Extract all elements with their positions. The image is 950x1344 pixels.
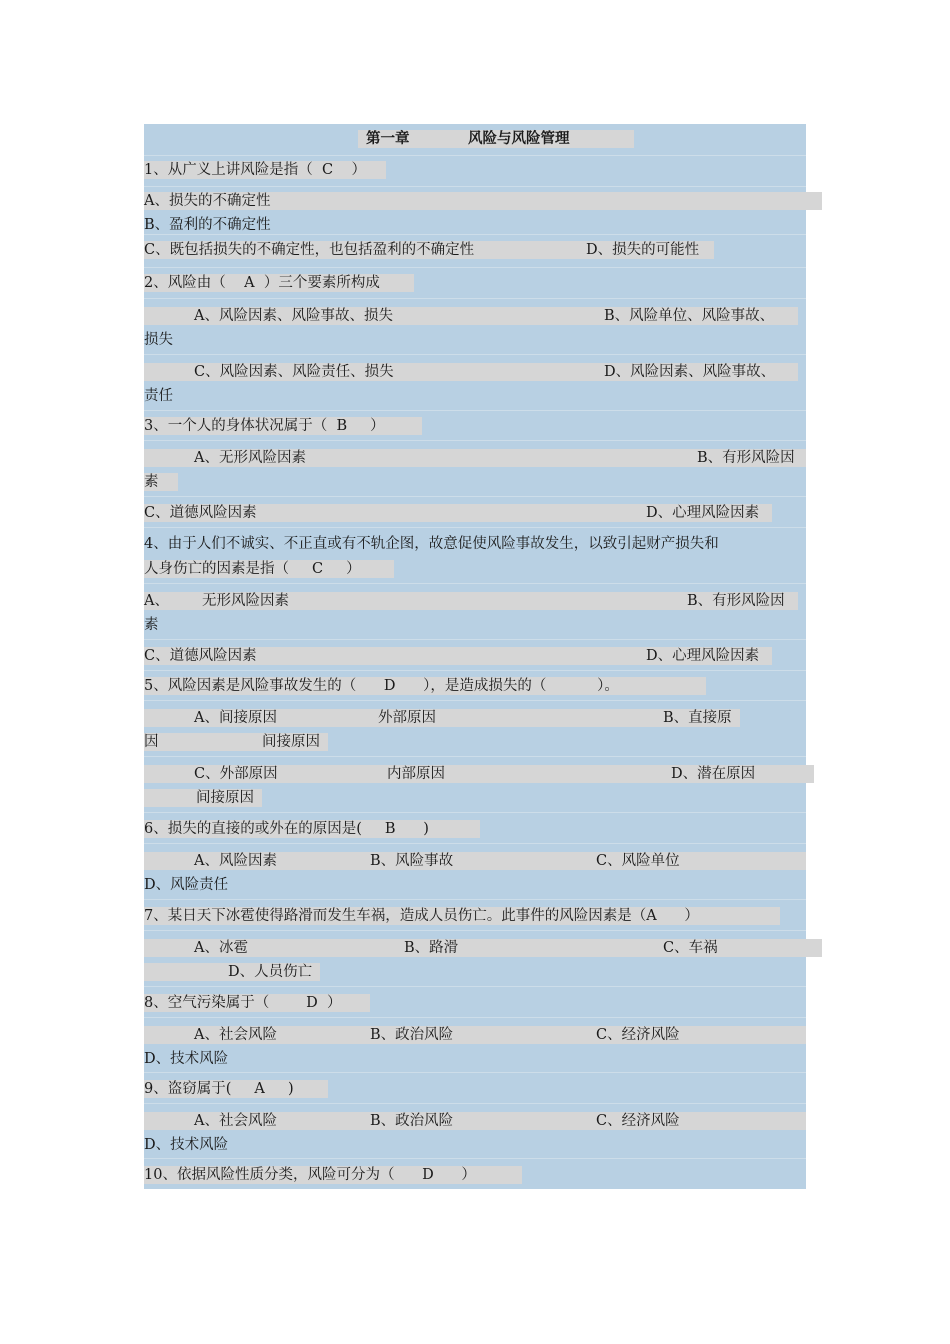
option-d-cont: 责任 bbox=[144, 388, 173, 404]
chapter-title-row bbox=[144, 124, 806, 155]
question-2 bbox=[144, 267, 806, 299]
option-d: D、潜在原因 bbox=[671, 766, 756, 782]
option-a-letter: A、 bbox=[144, 593, 169, 609]
question-9 bbox=[144, 1072, 806, 1104]
option-d: D、心理风险因素 bbox=[646, 505, 760, 521]
option-a: A、风险因素 bbox=[194, 853, 277, 869]
option-b: B、政治风险 bbox=[370, 1027, 454, 1043]
option-d: D、技术风险 bbox=[144, 1051, 229, 1067]
option-a: 无形风险因素 bbox=[202, 593, 289, 609]
option-a: A、间接原因 bbox=[194, 710, 277, 726]
option-d: D、损失的可能性 bbox=[586, 242, 700, 258]
option-a: A、冰雹 bbox=[194, 940, 248, 956]
option-d: D、技术风险 bbox=[144, 1137, 229, 1153]
option-c: C、经济风险 bbox=[596, 1027, 680, 1043]
q7-options bbox=[144, 930, 806, 987]
question-stem: 8、空气污染属于（ D ） bbox=[144, 995, 342, 1011]
q5-options-cd bbox=[144, 756, 806, 813]
option-b-cont: 因 bbox=[144, 734, 159, 750]
option-c: C、经济风险 bbox=[596, 1113, 680, 1129]
option-d: D、风险责任 bbox=[144, 877, 229, 893]
option-b-cont: 素 bbox=[144, 474, 159, 490]
question-stem-cont: 人身伤亡的因素是指（ C ） bbox=[144, 561, 361, 577]
q1-options-cd bbox=[144, 234, 806, 268]
question-10 bbox=[144, 1158, 806, 1190]
question-3 bbox=[144, 410, 806, 441]
option-a: A、风险因素、风险事故、损失 bbox=[194, 308, 393, 324]
q2-options-cd bbox=[144, 354, 806, 411]
question-5 bbox=[144, 670, 806, 701]
option-c: C、车祸 bbox=[663, 940, 718, 956]
question-stem: 6、损失的直接的或外在的原因是( B ) bbox=[144, 821, 429, 837]
option-d: D、风险因素、风险事故、 bbox=[604, 364, 776, 380]
option-b: B、有形风险因 bbox=[687, 593, 785, 609]
option-b-2: 间接原因 bbox=[262, 734, 320, 750]
option-b: B、政治风险 bbox=[370, 1113, 454, 1129]
question-7 bbox=[144, 899, 806, 931]
question-stem: 5、风险因素是风险事故发生的（ D ），是造成损失的（ ）。 bbox=[144, 678, 619, 694]
option-a: A、社会风险 bbox=[194, 1113, 277, 1129]
option-d: D、人员伤亡 bbox=[228, 964, 313, 980]
document-page bbox=[144, 124, 806, 1189]
question-stem: 3、一个人的身体状况属于（ B ） bbox=[144, 418, 385, 434]
q8-options bbox=[144, 1017, 806, 1073]
option-c: C、风险因素、风险责任、损失 bbox=[194, 364, 394, 380]
option-a: A、损失的不确定性 bbox=[144, 193, 271, 209]
question-stem: 10、依据风险性质分类，风险可分为（ D ） bbox=[144, 1167, 476, 1183]
chapter-number: 第一章 bbox=[366, 131, 410, 147]
option-a-2: 外部原因 bbox=[378, 710, 436, 726]
q4-options-ab bbox=[144, 583, 806, 640]
option-b: B、风险单位、风险事故、 bbox=[604, 308, 775, 324]
question-stem: 1、从广义上讲风险是指（ C ） bbox=[144, 162, 366, 178]
question-4 bbox=[144, 527, 806, 584]
q5-options-ab bbox=[144, 700, 806, 757]
question-6 bbox=[144, 812, 806, 844]
q2-options-ab bbox=[144, 298, 806, 355]
option-b: B、风险事故 bbox=[370, 853, 454, 869]
option-b: B、路滑 bbox=[404, 940, 459, 956]
q3-options-cd bbox=[144, 496, 806, 528]
question-stem: 7、某日天下冰雹使得路滑而发生车祸，造成人员伤亡。此事件的风险因素是（A ） bbox=[144, 908, 699, 924]
question-stem: 2、风险由（ A ）三个要素所构成 bbox=[144, 275, 380, 291]
option-b: B、直接原 bbox=[663, 710, 732, 726]
q6-options bbox=[144, 843, 806, 900]
option-c: C、既包括损失的不确定性，也包括盈利的不确定性 bbox=[144, 242, 475, 258]
q4-options-cd bbox=[144, 639, 806, 671]
option-c: C、外部原因 bbox=[194, 766, 278, 782]
question-8 bbox=[144, 986, 806, 1018]
option-b-cont: 损失 bbox=[144, 332, 173, 348]
option-a: A、无形风险因素 bbox=[194, 450, 306, 466]
option-b: B、有形风险因 bbox=[697, 450, 795, 466]
chapter-name: 风险与风险管理 bbox=[468, 131, 570, 147]
option-a: A、社会风险 bbox=[194, 1027, 277, 1043]
option-c-2: 内部原因 bbox=[387, 766, 445, 782]
option-b-cont: 素 bbox=[144, 617, 159, 633]
option-d: D、心理风险因素 bbox=[646, 648, 760, 664]
q9-options bbox=[144, 1103, 806, 1159]
question-stem: 4、由于人们不诚实、不正直或有不轨企图，故意促使风险事故发生，以致引起财产损失和 bbox=[144, 536, 719, 552]
option-d-2: 间接原因 bbox=[196, 790, 254, 806]
q1-options-ab bbox=[144, 186, 806, 235]
question-stem: 9、盗窃属于( A ) bbox=[144, 1081, 294, 1097]
q3-options-ab bbox=[144, 440, 806, 497]
option-c: C、道德风险因素 bbox=[144, 505, 257, 521]
option-b: B、盈利的不确定性 bbox=[144, 217, 271, 233]
question-1 bbox=[144, 155, 806, 187]
option-c: C、道德风险因素 bbox=[144, 648, 257, 664]
option-c: C、风险单位 bbox=[596, 853, 680, 869]
